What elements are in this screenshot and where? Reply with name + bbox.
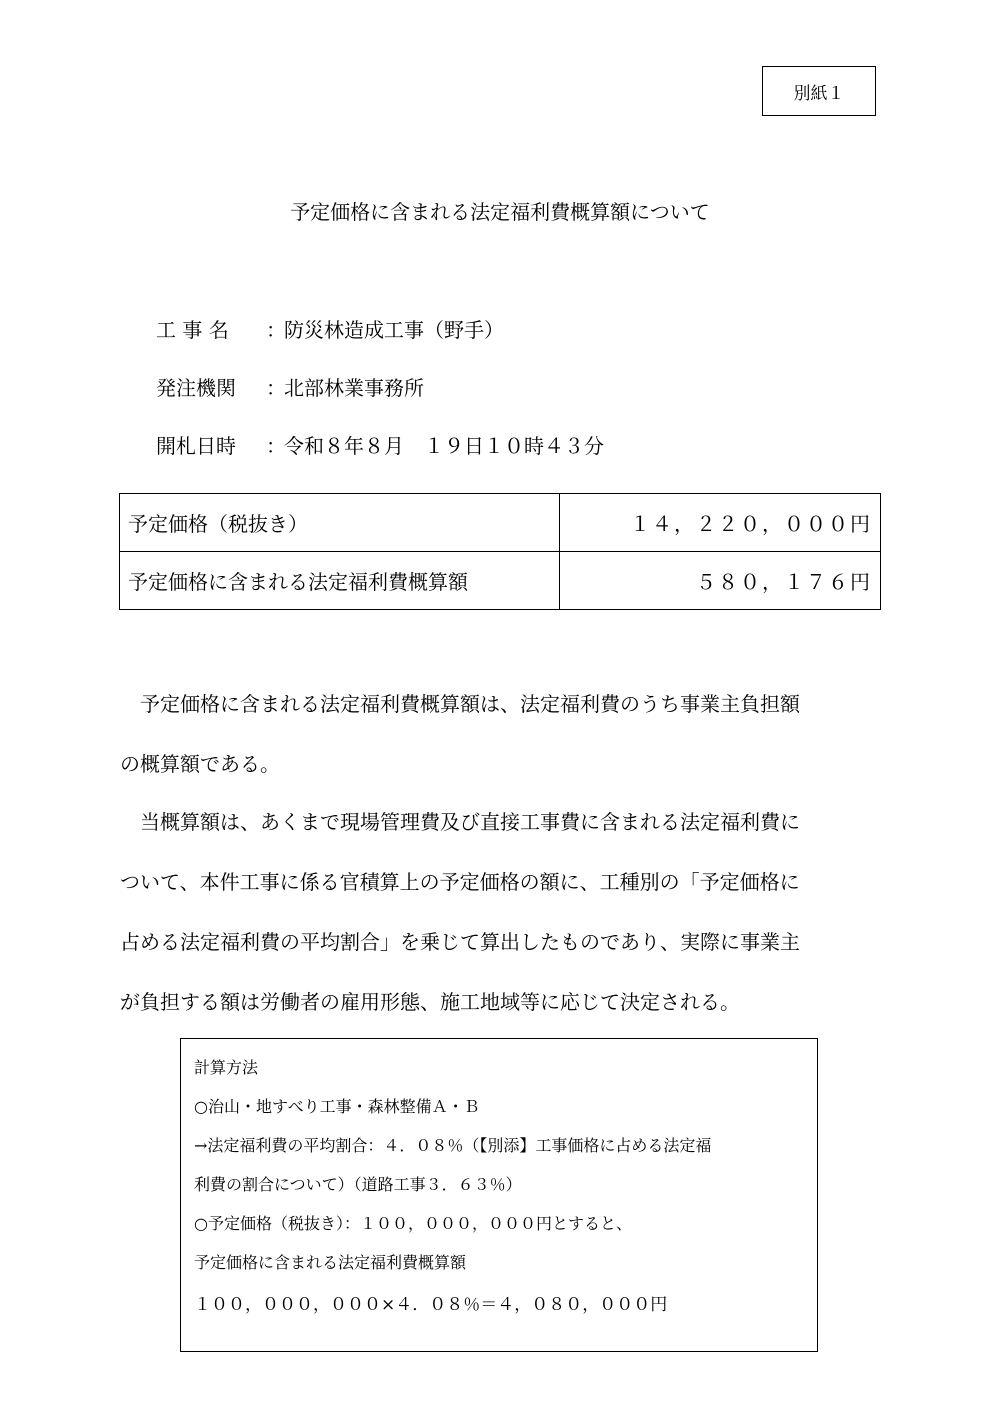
calc-line: →法定福利費の平均割合：４．０８％（【別添】工事価格に占める法定福 bbox=[194, 1136, 712, 1155]
info-row-ordering-agency bbox=[156, 372, 424, 401]
table-row bbox=[120, 494, 881, 552]
attachment-label: 別紙１ bbox=[793, 83, 845, 104]
info-label: 発注機関 bbox=[156, 376, 236, 400]
paragraph-line: ついて、本件工事に係る官積算上の予定価格の額に、工種別の「予定価格に bbox=[120, 870, 800, 894]
table-cell-label: 予定価格に含まれる法定福利費概算額 bbox=[120, 552, 560, 610]
calc-line: １００，０００，０００×４．０８％＝４，０８０，０００円 bbox=[194, 1295, 668, 1315]
calc-heading: 計算方法 bbox=[194, 1058, 259, 1077]
calc-line: ○治山・地すべり工事・森林整備Ａ・Ｂ bbox=[194, 1097, 480, 1116]
paragraph-line: が負担する額は労働者の雇用形態、施工地域等に応じて決定される。 bbox=[120, 990, 740, 1014]
info-value: 北部林業事務所 bbox=[284, 376, 424, 400]
paragraph-line: の概算額である。 bbox=[120, 752, 280, 776]
calc-line: 予定価格に含まれる法定福利費概算額 bbox=[194, 1253, 467, 1272]
calc-line: 利費の割合について）（道路工事３．６３％） bbox=[194, 1175, 522, 1194]
info-row-bid-opening-date bbox=[156, 430, 604, 459]
paragraph-line: 予定価格に含まれる法定福利費概算額は、法定福利費のうち事業主負担額 bbox=[120, 692, 800, 716]
table-row bbox=[120, 552, 881, 610]
info-colon: ： bbox=[266, 434, 286, 458]
table-cell-value: ５８０，１７６円 bbox=[560, 552, 881, 610]
attachment-label-box bbox=[762, 66, 876, 116]
info-label: 工 事 名 bbox=[156, 318, 229, 342]
info-colon: ： bbox=[266, 318, 286, 342]
paragraph-line: 占める法定福利費の平均割合」を乗じて算出したものであり、実際に事業主 bbox=[120, 930, 800, 954]
info-colon: ： bbox=[266, 376, 286, 400]
calc-line: ○予定価格（税抜き）：１００，０００，０００円とすると、 bbox=[194, 1214, 632, 1233]
info-value: 令和８年８月 １９日１０時４３分 bbox=[284, 434, 604, 458]
table-cell-value: １４，２２０，０００円 bbox=[560, 494, 881, 552]
table-cell-label: 予定価格（税抜き） bbox=[120, 494, 560, 552]
info-label: 開札日時 bbox=[156, 434, 236, 458]
info-value: 防災林造成工事（野手） bbox=[284, 318, 504, 342]
document-title: 予定価格に含まれる法定福利費概算額について bbox=[290, 200, 710, 224]
price-table bbox=[119, 493, 881, 610]
info-row-project-name bbox=[156, 314, 504, 343]
calculation-method-box bbox=[180, 1038, 818, 1352]
paragraph-line: 当概算額は、あくまで現場管理費及び直接工事費に含まれる法定福利費に bbox=[120, 810, 800, 834]
